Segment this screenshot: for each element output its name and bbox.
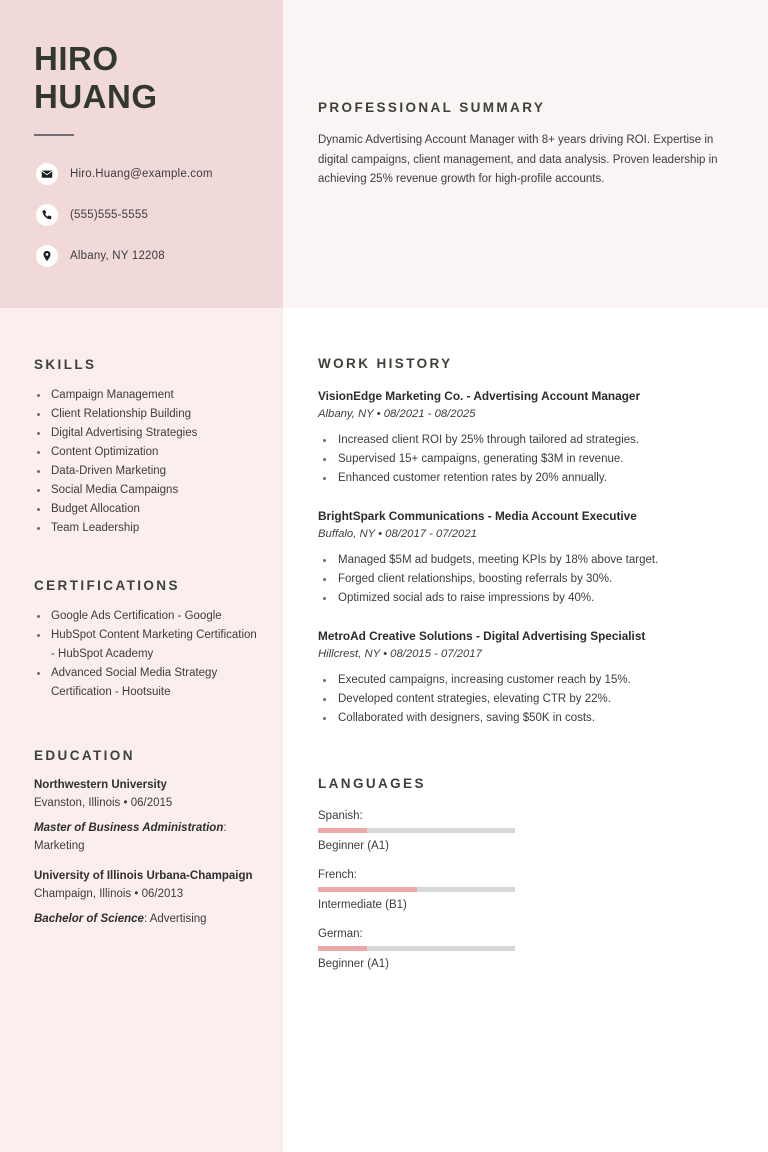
language-proficiency-bar bbox=[318, 946, 515, 951]
list-item: Data-Driven Marketing bbox=[34, 462, 259, 481]
job-bullet-list bbox=[318, 431, 738, 488]
education-entry bbox=[34, 868, 259, 928]
certifications-section bbox=[34, 578, 259, 702]
certifications-list bbox=[34, 607, 259, 702]
job-meta: Buffalo, NY • 08/2017 - 07/2021 bbox=[318, 528, 477, 540]
contact-item-location[interactable] bbox=[36, 242, 276, 269]
main-column bbox=[283, 0, 768, 1152]
list-item: Social Media Campaigns bbox=[34, 481, 259, 500]
envelope-icon bbox=[36, 163, 58, 185]
language-proficiency-bar bbox=[318, 828, 515, 833]
education-meta: Evanston, Illinois • 06/2015 bbox=[34, 797, 173, 809]
summary-heading: PROFESSIONAL SUMMARY bbox=[318, 100, 546, 115]
job-entry bbox=[318, 507, 738, 608]
language-name: French: bbox=[318, 869, 357, 881]
list-item: Collaborated with designers, saving $50K in costs. bbox=[318, 709, 738, 728]
language-item bbox=[318, 925, 515, 973]
job-bullet-list bbox=[318, 671, 738, 728]
first-name: HIRO bbox=[34, 40, 119, 77]
education-school: Northwestern University bbox=[34, 779, 167, 791]
list-item: Advanced Social Media Strategy Certification - Hootsuite bbox=[34, 664, 259, 702]
job-entry bbox=[318, 627, 738, 728]
education-degree-field: : Advertising bbox=[143, 913, 207, 925]
list-item: HubSpot Content Marketing Certification - HubSpot Academy bbox=[34, 626, 259, 664]
contact-item-phone[interactable] bbox=[36, 201, 276, 228]
list-item: Optimized social ads to raise impressions by 40%. bbox=[318, 589, 738, 608]
language-proficiency-fill bbox=[318, 828, 367, 833]
list-item: Supervised 15+ campaigns, generating $3M in revenue. bbox=[318, 450, 738, 469]
job-title: MetroAd Creative Solutions - Digital Advertising Specialist bbox=[318, 629, 646, 643]
language-name: Spanish: bbox=[318, 810, 363, 822]
list-item: Digital Advertising Strategies bbox=[34, 424, 259, 443]
language-level: Intermediate (B1) bbox=[318, 899, 407, 911]
education-heading: EDUCATION bbox=[34, 748, 135, 763]
certifications-heading: CERTIFICATIONS bbox=[34, 578, 180, 593]
sidebar-column bbox=[0, 0, 283, 1152]
list-item: Google Ads Certification - Google bbox=[34, 607, 259, 626]
languages-heading: LANGUAGES bbox=[318, 776, 426, 791]
name-block bbox=[34, 40, 264, 136]
list-item: Developed content strategies, elevating CTR by 22%. bbox=[318, 690, 738, 709]
education-degree-field: : Marketing bbox=[34, 822, 227, 852]
language-item bbox=[318, 866, 515, 914]
job-meta: Hillcrest, NY • 08/2015 - 07/2017 bbox=[318, 648, 482, 660]
list-item: Budget Allocation bbox=[34, 500, 259, 519]
education-degree-name: Bachelor of Science bbox=[34, 913, 144, 925]
languages-section bbox=[318, 776, 738, 984]
list-item: Client Relationship Building bbox=[34, 405, 259, 424]
phone-text: (555)555-5555 bbox=[70, 208, 149, 221]
list-item: Executed campaigns, increasing customer reach by 15%. bbox=[318, 671, 738, 690]
list-item: Forged client relationships, boosting referrals by 30%. bbox=[318, 570, 738, 589]
list-item: Content Optimization bbox=[34, 443, 259, 462]
contact-list bbox=[36, 160, 276, 283]
job-title: VisionEdge Marketing Co. - Advertising Account Manager bbox=[318, 389, 641, 403]
list-item: Team Leadership bbox=[34, 519, 259, 538]
list-item: Enhanced customer retention rates by 20% annually. bbox=[318, 469, 738, 488]
job-bullet-list bbox=[318, 551, 738, 608]
education-degree bbox=[34, 819, 259, 855]
list-item: Managed $5M ad budgets, meeting KPIs by 18% above target. bbox=[318, 551, 738, 570]
skills-list bbox=[34, 386, 259, 538]
language-level: Beginner (A1) bbox=[318, 840, 389, 852]
list-item: Increased client ROI by 25% through tailored ad strategies. bbox=[318, 431, 738, 450]
skills-section bbox=[34, 357, 259, 538]
language-level: Beginner (A1) bbox=[318, 958, 389, 970]
list-item: Campaign Management bbox=[34, 386, 259, 405]
education-meta: Champaign, Illinois • 06/2013 bbox=[34, 888, 184, 900]
language-item bbox=[318, 807, 515, 855]
language-name: German: bbox=[318, 928, 363, 940]
location-text: Albany, NY 12208 bbox=[70, 249, 165, 262]
education-school: University of Illinois Urbana-Champaign bbox=[34, 870, 253, 882]
languages-grid bbox=[318, 807, 738, 984]
contact-item-email[interactable] bbox=[36, 160, 276, 187]
last-name: HUANG bbox=[34, 78, 158, 115]
job-meta: Albany, NY • 08/2021 - 08/2025 bbox=[318, 408, 476, 420]
language-proficiency-fill bbox=[318, 946, 367, 951]
skills-heading: SKILLS bbox=[34, 357, 97, 372]
summary-text: Dynamic Advertising Account Manager with 8+ years driving ROI. Expertise in digital campaigns, client management, and data analysis. Proven leadership in achieving 25% revenue growth for high-profile accounts. bbox=[318, 134, 718, 185]
language-proficiency-fill bbox=[318, 887, 417, 892]
name-divider bbox=[34, 134, 74, 136]
language-proficiency-bar bbox=[318, 887, 515, 892]
email-text: Hiro.Huang@example.com bbox=[70, 167, 213, 180]
job-entry bbox=[318, 387, 738, 488]
location-pin-icon bbox=[36, 245, 58, 267]
education-degree-name: Master of Business Administration bbox=[34, 822, 224, 834]
education-degree bbox=[34, 910, 259, 928]
phone-icon bbox=[36, 204, 58, 226]
professional-summary-section bbox=[318, 100, 738, 190]
work-history-section bbox=[318, 356, 738, 747]
work-history-heading: WORK HISTORY bbox=[318, 356, 453, 371]
education-entry bbox=[34, 777, 259, 855]
job-title: BrightSpark Communications - Media Account Executive bbox=[318, 509, 637, 523]
education-section bbox=[34, 748, 259, 941]
